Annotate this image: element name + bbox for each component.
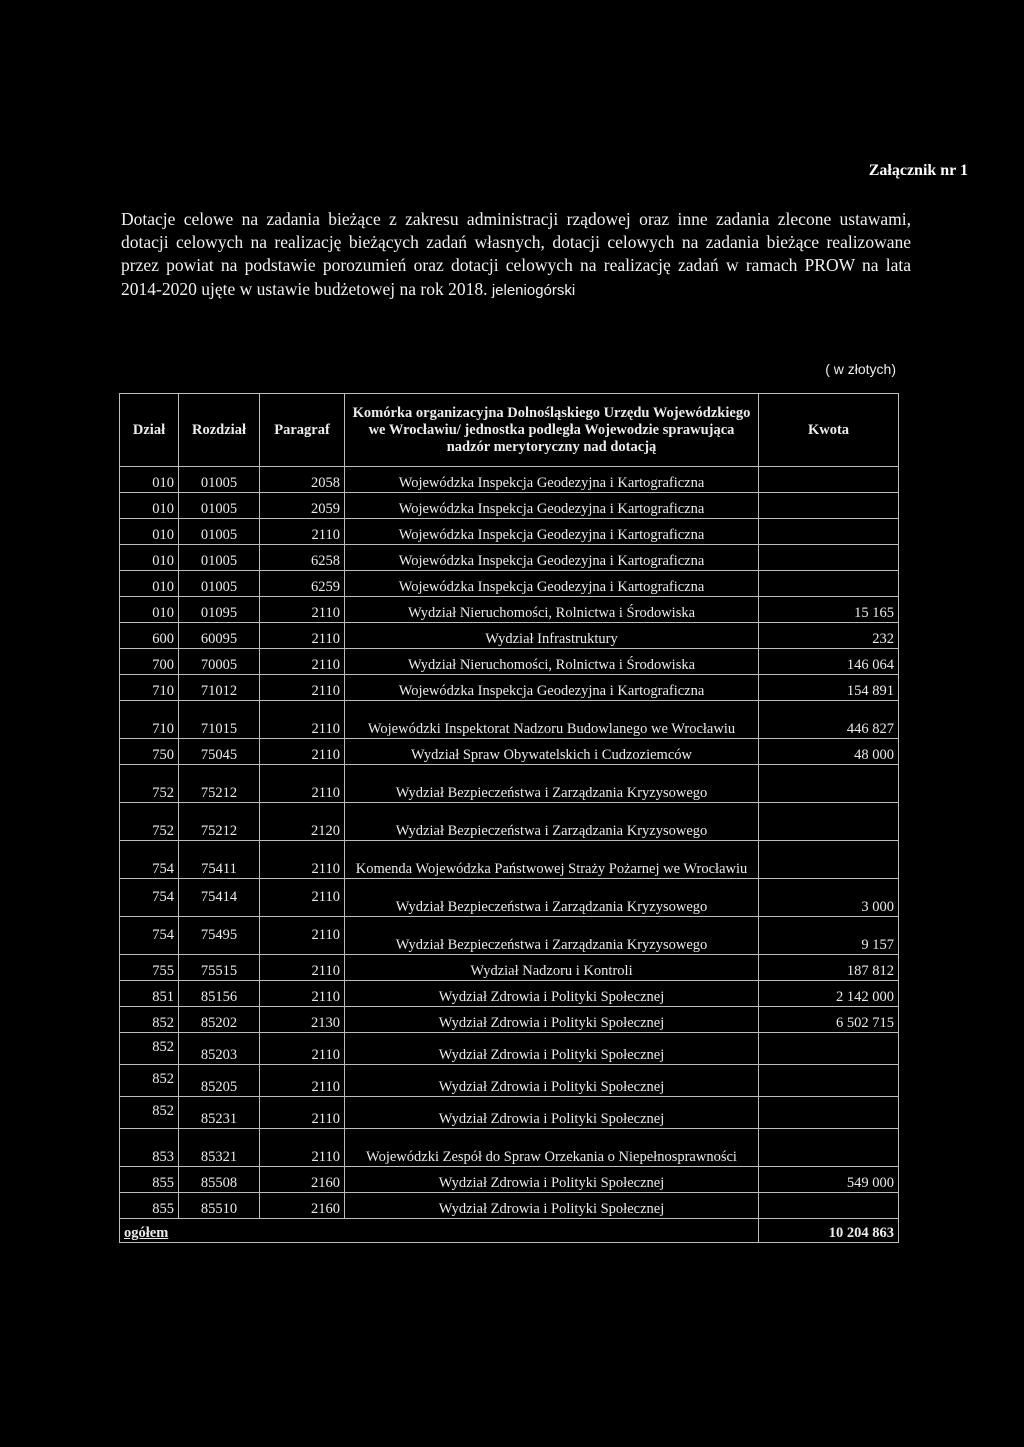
table-row (120, 649, 899, 675)
cell-dzial: 852 (120, 1033, 179, 1065)
cell-dzial: 755 (120, 955, 179, 981)
cell-paragraf: 6259 (260, 571, 345, 597)
table-row (120, 545, 899, 571)
cell-kwota (759, 545, 899, 571)
table-row (120, 879, 899, 917)
cell-paragraf: 2110 (260, 879, 345, 917)
cell-kwota: 6 502 715 (759, 1007, 899, 1033)
cell-kwota (759, 841, 899, 879)
cell-paragraf: 2110 (260, 597, 345, 623)
table-row (120, 1097, 899, 1129)
table-total-row (120, 1219, 899, 1243)
cell-kwota: 48 000 (759, 739, 899, 765)
cell-dzial: 710 (120, 701, 179, 739)
cell-kwota: 15 165 (759, 597, 899, 623)
cell-jednostka: Wydział Nadzoru i Kontroli (345, 955, 759, 981)
cell-paragraf: 6258 (260, 545, 345, 571)
cell-dzial: 700 (120, 649, 179, 675)
table-row (120, 1167, 899, 1193)
cell-paragraf: 2110 (260, 623, 345, 649)
cell-dzial: 855 (120, 1193, 179, 1219)
cell-dzial: 754 (120, 841, 179, 879)
cell-jednostka: Wydział Bezpieczeństwa i Zarządzania Kryzysowego (345, 917, 759, 955)
cell-dzial: 754 (120, 917, 179, 955)
table-header-row (120, 394, 899, 467)
cell-dzial: 710 (120, 675, 179, 701)
cell-rozdzial: 01005 (179, 545, 260, 571)
cell-dzial: 010 (120, 571, 179, 597)
cell-rozdzial: 75212 (179, 765, 260, 803)
cell-dzial: 855 (120, 1167, 179, 1193)
table-row (120, 467, 899, 493)
subsidy-table (119, 393, 899, 1243)
cell-rozdzial: 85231 (179, 1097, 260, 1129)
total-label: ogółem (120, 1219, 759, 1243)
cell-kwota: 446 827 (759, 701, 899, 739)
cell-jednostka: Wydział Bezpieczeństwa i Zarządzania Kryzysowego (345, 879, 759, 917)
intro-text: Dotacje celowe na zadania bieżące z zakresu administracji rządowej oraz inne zadania zlecone ustawami, dotacji celowych na realizację bieżących zadań własnych, dotacji celowych na zadania bieżące realizowane przez powiat na podstawie porozumień oraz dotacji celowych na realizację zadań w ramach PROW na lata 2014-2020 ujęte w ustawie budżetowej na rok 2018. (121, 209, 911, 299)
cell-dzial: 010 (120, 493, 179, 519)
table-row (120, 739, 899, 765)
cell-rozdzial: 01005 (179, 571, 260, 597)
cell-rozdzial: 01005 (179, 467, 260, 493)
cell-jednostka: Wydział Spraw Obywatelskich i Cudzoziemców (345, 739, 759, 765)
table-row (120, 597, 899, 623)
cell-rozdzial: 85156 (179, 981, 260, 1007)
cell-jednostka: Wydział Bezpieczeństwa i Zarządzania Kryzysowego (345, 765, 759, 803)
attachment-label: Załącznik nr 1 (868, 162, 968, 179)
cell-paragraf: 2110 (260, 1033, 345, 1065)
cell-rozdzial: 71012 (179, 675, 260, 701)
cell-kwota: 232 (759, 623, 899, 649)
cell-jednostka: Wojewódzki Zespół do Spraw Orzekania o Niepełnosprawności (345, 1129, 759, 1167)
cell-paragraf: 2110 (260, 981, 345, 1007)
cell-kwota: 154 891 (759, 675, 899, 701)
cell-kwota: 3 000 (759, 879, 899, 917)
table-row (120, 803, 899, 841)
unit-label: ( w złotych) (825, 361, 896, 377)
table-row (120, 1193, 899, 1219)
cell-kwota: 9 157 (759, 917, 899, 955)
cell-paragraf: 2110 (260, 1065, 345, 1097)
cell-paragraf: 2059 (260, 493, 345, 519)
cell-kwota (759, 493, 899, 519)
cell-dzial: 010 (120, 545, 179, 571)
cell-kwota: 549 000 (759, 1167, 899, 1193)
total-value: 10 204 863 (759, 1219, 899, 1243)
cell-jednostka: Wojewódzka Inspekcja Geodezyjna i Kartograficzna (345, 467, 759, 493)
cell-jednostka: Wojewódzka Inspekcja Geodezyjna i Kartograficzna (345, 519, 759, 545)
cell-paragraf: 2120 (260, 803, 345, 841)
cell-rozdzial: 75495 (179, 917, 260, 955)
table-row (120, 955, 899, 981)
cell-rozdzial: 85510 (179, 1193, 260, 1219)
intro-paragraph (121, 208, 911, 302)
cell-kwota (759, 1065, 899, 1097)
cell-paragraf: 2160 (260, 1167, 345, 1193)
cell-jednostka: Wydział Nieruchomości, Rolnictwa i Środowiska (345, 597, 759, 623)
cell-rozdzial: 71015 (179, 701, 260, 739)
cell-dzial: 752 (120, 765, 179, 803)
cell-paragraf: 2110 (260, 701, 345, 739)
cell-jednostka: Wydział Zdrowia i Polityki Społecznej (345, 1193, 759, 1219)
cell-jednostka: Wydział Bezpieczeństwa i Zarządzania Kryzysowego (345, 803, 759, 841)
cell-jednostka: Wojewódzka Inspekcja Geodezyjna i Kartograficzna (345, 571, 759, 597)
header-kwota: Kwota (759, 394, 899, 467)
cell-jednostka: Wydział Zdrowia i Polityki Społecznej (345, 1033, 759, 1065)
cell-paragraf: 2130 (260, 1007, 345, 1033)
table-row (120, 841, 899, 879)
cell-dzial: 010 (120, 467, 179, 493)
cell-kwota: 187 812 (759, 955, 899, 981)
cell-dzial: 750 (120, 739, 179, 765)
cell-kwota (759, 803, 899, 841)
cell-paragraf: 2110 (260, 765, 345, 803)
table-row (120, 519, 899, 545)
cell-rozdzial: 75212 (179, 803, 260, 841)
cell-dzial: 852 (120, 1007, 179, 1033)
cell-kwota (759, 1129, 899, 1167)
cell-dzial: 852 (120, 1065, 179, 1097)
cell-jednostka: Wojewódzka Inspekcja Geodezyjna i Kartograficzna (345, 675, 759, 701)
cell-paragraf: 2110 (260, 739, 345, 765)
table-row (120, 1129, 899, 1167)
cell-paragraf: 2110 (260, 649, 345, 675)
cell-paragraf: 2110 (260, 675, 345, 701)
cell-dzial: 752 (120, 803, 179, 841)
cell-paragraf: 2110 (260, 917, 345, 955)
table-row (120, 917, 899, 955)
header-komorka: Komórka organizacyjna Dolnośląskiego Urzędu Wojewódzkiego we Wrocławiu/ jednostka podległa Wojewodzie sprawująca nadzór merytoryczny nad dotacją (345, 394, 759, 467)
header-dzial: Dział (120, 394, 179, 467)
cell-kwota (759, 519, 899, 545)
cell-rozdzial: 01005 (179, 519, 260, 545)
table-row (120, 493, 899, 519)
cell-rozdzial: 75411 (179, 841, 260, 879)
cell-rozdzial: 75414 (179, 879, 260, 917)
cell-rozdzial: 85205 (179, 1065, 260, 1097)
cell-dzial: 852 (120, 1097, 179, 1129)
cell-kwota (759, 467, 899, 493)
table-row (120, 675, 899, 701)
table-row (120, 701, 899, 739)
cell-dzial: 853 (120, 1129, 179, 1167)
cell-paragraf: 2110 (260, 841, 345, 879)
cell-dzial: 010 (120, 597, 179, 623)
table-row (120, 765, 899, 803)
table-body (120, 467, 899, 1243)
intro-suffix: jeleniogórski (491, 281, 576, 299)
table-row (120, 981, 899, 1007)
cell-jednostka: Wojewódzka Inspekcja Geodezyjna i Kartograficzna (345, 493, 759, 519)
cell-dzial: 754 (120, 879, 179, 917)
cell-jednostka: Wydział Zdrowia i Polityki Społecznej (345, 1007, 759, 1033)
cell-paragraf: 2160 (260, 1193, 345, 1219)
header-paragraf: Paragraf (260, 394, 345, 467)
cell-jednostka: Wojewódzki Inspektorat Nadzoru Budowlanego we Wrocławiu (345, 701, 759, 739)
cell-rozdzial: 60095 (179, 623, 260, 649)
table-row (120, 571, 899, 597)
cell-dzial: 600 (120, 623, 179, 649)
cell-kwota (759, 571, 899, 597)
cell-kwota: 146 064 (759, 649, 899, 675)
cell-jednostka: Wydział Zdrowia i Polityki Społecznej (345, 981, 759, 1007)
header-rozdzial: Rozdział (179, 394, 260, 467)
table-row (120, 623, 899, 649)
cell-jednostka: Wydział Nieruchomości, Rolnictwa i Środowiska (345, 649, 759, 675)
cell-kwota: 2 142 000 (759, 981, 899, 1007)
cell-kwota (759, 1193, 899, 1219)
cell-paragraf: 2058 (260, 467, 345, 493)
cell-jednostka: Wydział Zdrowia i Polityki Społecznej (345, 1097, 759, 1129)
cell-rozdzial: 85202 (179, 1007, 260, 1033)
cell-rozdzial: 85321 (179, 1129, 260, 1167)
cell-paragraf: 2110 (260, 1097, 345, 1129)
cell-jednostka: Wydział Zdrowia i Polityki Społecznej (345, 1065, 759, 1097)
cell-paragraf: 2110 (260, 519, 345, 545)
table-row (120, 1007, 899, 1033)
cell-paragraf: 2110 (260, 955, 345, 981)
table-row (120, 1033, 899, 1065)
cell-rozdzial: 01095 (179, 597, 260, 623)
cell-dzial: 851 (120, 981, 179, 1007)
cell-kwota (759, 1033, 899, 1065)
cell-rozdzial: 85508 (179, 1167, 260, 1193)
cell-jednostka: Komenda Wojewódzka Państwowej Straży Pożarnej we Wrocławiu (345, 841, 759, 879)
cell-rozdzial: 01005 (179, 493, 260, 519)
cell-jednostka: Wydział Zdrowia i Polityki Społecznej (345, 1167, 759, 1193)
cell-rozdzial: 75045 (179, 739, 260, 765)
cell-dzial: 010 (120, 519, 179, 545)
table-row (120, 1065, 899, 1097)
cell-jednostka: Wydział Infrastruktury (345, 623, 759, 649)
cell-rozdzial: 85203 (179, 1033, 260, 1065)
cell-paragraf: 2110 (260, 1129, 345, 1167)
cell-rozdzial: 75515 (179, 955, 260, 981)
cell-kwota (759, 765, 899, 803)
cell-jednostka: Wojewódzka Inspekcja Geodezyjna i Kartograficzna (345, 545, 759, 571)
cell-kwota (759, 1097, 899, 1129)
cell-rozdzial: 70005 (179, 649, 260, 675)
